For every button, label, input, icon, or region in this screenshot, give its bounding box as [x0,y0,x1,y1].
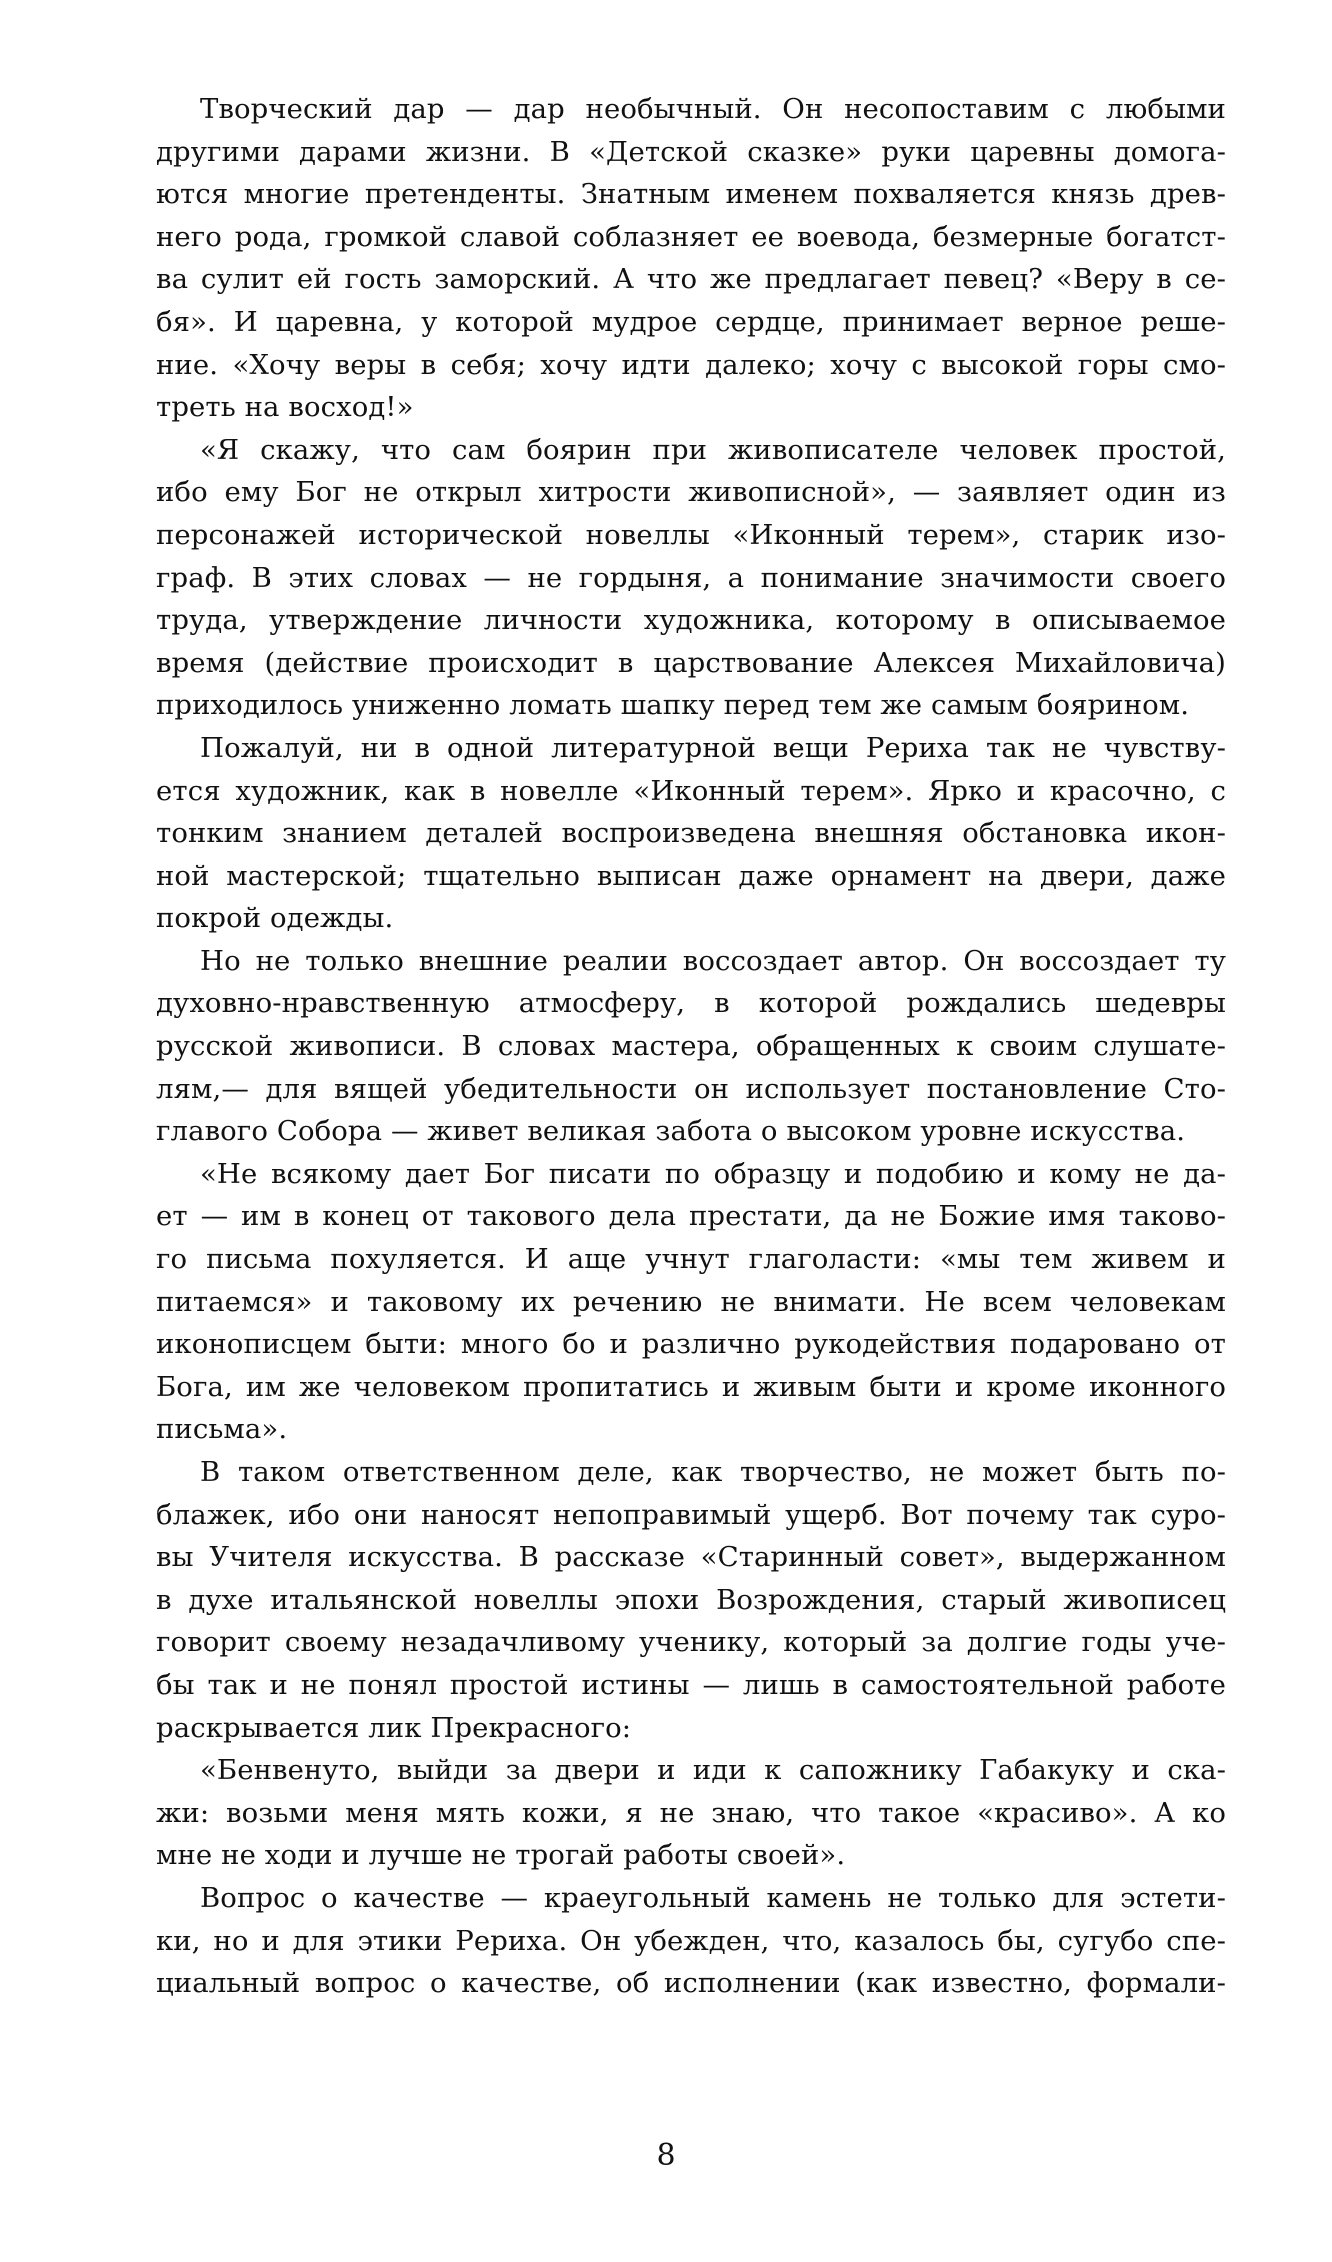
text-line: духовно-нравственную атмосферу, в которой рождались шедевры [156,987,1226,1020]
text-line: жи: возьми меня мять кожи, я не знаю, что такое «красиво». А ко [156,1796,1226,1829]
text-line: главого Собора — живет великая забота о высоком уровне искусства. [156,1115,1186,1148]
text-line: покрой одежды. [156,902,394,935]
text-line: персонажей исторической новеллы «Иконный терем», старик изо- [156,518,1226,551]
text-line: говорит своему незадачливому ученику, который за долгие годы уче- [156,1626,1226,1659]
text-line: циальный вопрос о качестве, об исполнении (как известно, формали- [156,1967,1226,2000]
text-line: треть на восход!» [156,391,414,424]
text-line: раскрывается лик Прекрасного: [156,1711,632,1744]
text-line: Бога, им же человеком пропитатись и живым быти и кроме иконного [156,1370,1226,1403]
text-line: письма». [156,1413,288,1446]
paragraph [156,1877,1226,2005]
text-line: в духе итальянской новеллы эпохи Возрождения, старый живописец [156,1583,1226,1616]
text-line: Вопрос о качестве — краеугольный камень не только для эстети- [200,1881,1226,1914]
text-line: Творческий дар — дар необычный. Он несопоставим с любыми [200,93,1226,125]
text-line: иконописцем быти: много бо и различно рукодействия подаровано от [156,1328,1226,1361]
text-line: В таком ответственном деле, как творчество, не может быть по- [200,1456,1226,1488]
text-line: блажек, ибо они наносят непоправимый ущерб. Вот почему так суро- [156,1498,1226,1531]
text-line: «Бенвенуто, выйди за двери и иди к сапожнику Габакуку и ска- [200,1754,1226,1787]
text-line: труда, утверждение личности художника, которому в описываемое [156,604,1226,637]
paragraph [156,1749,1226,1877]
text-line: ной мастерской; тщательно выписан даже орнамент на двери, даже [156,859,1226,892]
text-line: граф. В этих словах — не гордыня, а понимание значимости своего [156,561,1226,594]
paragraph [156,727,1226,940]
text-line: Но не только внешние реалии воссоздает автор. Он воссоздает ту [200,944,1226,977]
text-line: бя». И царевна, у которой мудрое сердце, принимает верное реше- [156,305,1226,338]
paragraph [156,1153,1226,1451]
text-line: Пожалуй, ни в одной литературной вещи Рериха так не чувству- [200,731,1226,764]
text-line: ибо ему Бог не открыл хитрости живописной», — заявляет один из [156,476,1226,509]
paragraph [156,429,1226,727]
paragraph [156,1451,1226,1749]
text-line: приходилось униженно ломать шапку перед тем же самым боярином. [156,689,1190,722]
text-line: ва сулит ей гость заморский. А что же предлагает певец? «Веру в се- [156,263,1226,296]
text-line: ние. «Хочу веры в себя; хочу идти далеко; хочу с высокой горы смо- [156,348,1226,381]
text-line: него рода, громкой славой соблазняет ее воевода, безмерные богатст- [156,220,1226,253]
text-line: ется художник, как в новелле «Иконный терем». Ярко и красочно, с [156,774,1226,807]
paragraph [156,88,1226,429]
text-line: русской живописи. В словах мастера, обращенных к своим слушате- [156,1030,1226,1063]
text-line: «Не всякому дает Бог писати по образцу и подобию и кому не да- [200,1157,1226,1190]
page-number: 8 [656,2138,676,2173]
text-line: другими дарами жизни. В «Детской сказке» руки царевны домога- [156,135,1226,168]
text-line: бы так и не понял простой истины — лишь в самостоятельной работе [156,1668,1226,1701]
text-line: питаемся» и таковому их речению не внимати. Не всем человекам [156,1285,1226,1318]
text-line: ются многие претенденты. Знатным именем похваляется князь древ- [156,178,1226,211]
paragraph [156,940,1226,1153]
text-line: время (действие происходит в царствование Алексея Михайловича) [156,646,1226,679]
text-line: ет — им в конец от такового дела престати, да не Божие имя таково- [156,1200,1226,1233]
body-text [156,88,1226,2005]
text-line: вы Учителя искусства. В рассказе «Старинный совет», выдержанном [156,1541,1226,1574]
text-line: мне не ходи и лучше не трогай работы своей». [156,1839,846,1872]
text-line: ки, но и для этики Рериха. Он убежден, что, казалось бы, сугубо спе- [156,1924,1226,1957]
text-line: тонким знанием деталей воспроизведена внешняя обстановка икон- [156,817,1226,850]
text-line: «Я скажу, что сам боярин при живописателе человек простой, [200,433,1226,466]
text-line: лям,— для вящей убедительности он использует постановление Сто- [156,1072,1226,1105]
text-line: го письма похуляется. И аще учнут глаголасти: «мы тем живем и [156,1243,1226,1276]
